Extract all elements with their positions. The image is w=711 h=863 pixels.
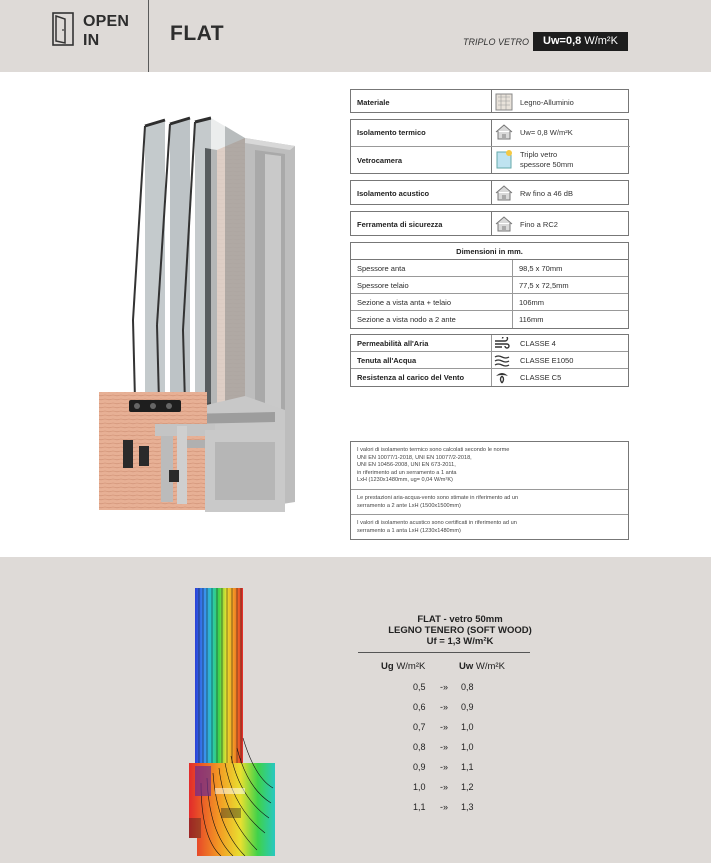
note-air-water-wind: Le prestazioni aria-acqua-vento sono stimate in riferimento ad un serramento a 2 ante LxH (1500x1500mm): [351, 490, 628, 515]
ug-value: 0,8: [413, 742, 426, 752]
table-row: Sezione a vista nodo a 2 ante 116mm: [351, 311, 628, 328]
uw-value: 0,9: [461, 702, 474, 712]
house-icon: [495, 185, 513, 201]
spec-ferramenta: Ferramenta di sicurezza Fino a RC2: [350, 211, 629, 236]
house-icon: [495, 216, 513, 232]
spec-materiale: Materiale Legno-Alluminio: [350, 89, 629, 113]
glazing-label: TRIPLO VETRO: [463, 37, 530, 47]
note-acoustic: I valori di isolamento acustico sono certificati in riferimento ad un serramento a 1 anta LxH (1230x1480mm): [357, 520, 517, 534]
product-line-label: OPEN IN: [83, 13, 130, 49]
header-divider: [148, 0, 149, 72]
dimensions-table: [350, 242, 629, 329]
thermal-title: FLAT - vetro 50mm LEGNO TENERO (SOFT WOOD) Uf = 1,3 W/m²K: [388, 614, 532, 647]
arrow-glyph: -»: [440, 742, 449, 752]
uw-value: 1,0: [461, 722, 474, 732]
uw-badge: Uw=0,8 W/m²K: [533, 32, 628, 51]
uw-value: 1,1: [461, 762, 474, 772]
window-section-image: [85, 110, 305, 520]
table-row: Tenuta all'Acqua CLASSE E1050: [351, 352, 628, 369]
ug-value: 0,7: [413, 722, 426, 732]
arrow-glyph: -»: [440, 802, 449, 812]
uw-value: 0,8: [461, 682, 474, 692]
uw-value: 1,2: [461, 782, 474, 792]
ug-column-header: Ug W/m²K: [381, 661, 426, 672]
arrow-glyph: -»: [440, 782, 449, 792]
thermal-divider: [358, 652, 530, 653]
note-thermal: I valori di isolamento termico sono calcolati secondo le norme UNI EN 10077/1-2018, UNI EN 10077/2-2018, UNI EN 10456-2008, UNI EN 673-2011, in riferimento ad un serramento a 1 anta LxH (1230x1480mm, ug= 0,04 W/m²K): [351, 442, 628, 490]
arrow-glyph: -»: [440, 702, 449, 712]
ug-value: 1,1: [413, 802, 426, 812]
dimensions-title: Dimensioni in mm.: [351, 243, 628, 260]
isotherm-diagram: [185, 588, 285, 856]
glass-pane-icon: [495, 149, 513, 169]
table-row: Resistenza al carico del Vento CLASSE C5: [351, 369, 628, 386]
arrow-glyph: -»: [440, 682, 449, 692]
uw-value: 1,0: [461, 742, 474, 752]
uw-value: 1,3: [461, 802, 474, 812]
table-row: Permeabilità all'Aria CLASSE 4: [351, 335, 628, 352]
spec-isolamento-acustico: Isolamento acustico Rw fino a 46 dB: [350, 180, 629, 205]
performance-classes-table: [350, 334, 629, 387]
wind-icon: [494, 337, 510, 350]
open-door-icon: [52, 12, 74, 46]
spec-thermal-glazing: Isolamento termico Uw= 0,8 W/m²K Vetrocamera Triplo vetro spessore 50mm: [350, 119, 629, 174]
house-icon: [495, 124, 513, 140]
table-row: Spessore telaio 77,5 x 72,5mm: [351, 277, 628, 294]
wood-texture-icon: [495, 93, 513, 111]
notes-box: [350, 441, 629, 540]
header-bar: [0, 0, 711, 72]
uw-column-header: Uw W/m²K: [459, 661, 505, 672]
ug-value: 0,9: [413, 762, 426, 772]
thermal-panel: [0, 557, 711, 863]
table-row: Sezione a vista anta + telaio 106mm: [351, 294, 628, 311]
ug-value: 0,6: [413, 702, 426, 712]
ug-value: 0,5: [413, 682, 426, 692]
ug-value: 1,0: [413, 782, 426, 792]
storm-icon: [494, 371, 510, 384]
table-row: Spessore anta 98,5 x 70mm: [351, 260, 628, 277]
arrow-glyph: -»: [440, 762, 449, 772]
page-title: FLAT: [170, 22, 225, 45]
water-waves-icon: [494, 354, 510, 367]
arrow-glyph: -»: [440, 722, 449, 732]
